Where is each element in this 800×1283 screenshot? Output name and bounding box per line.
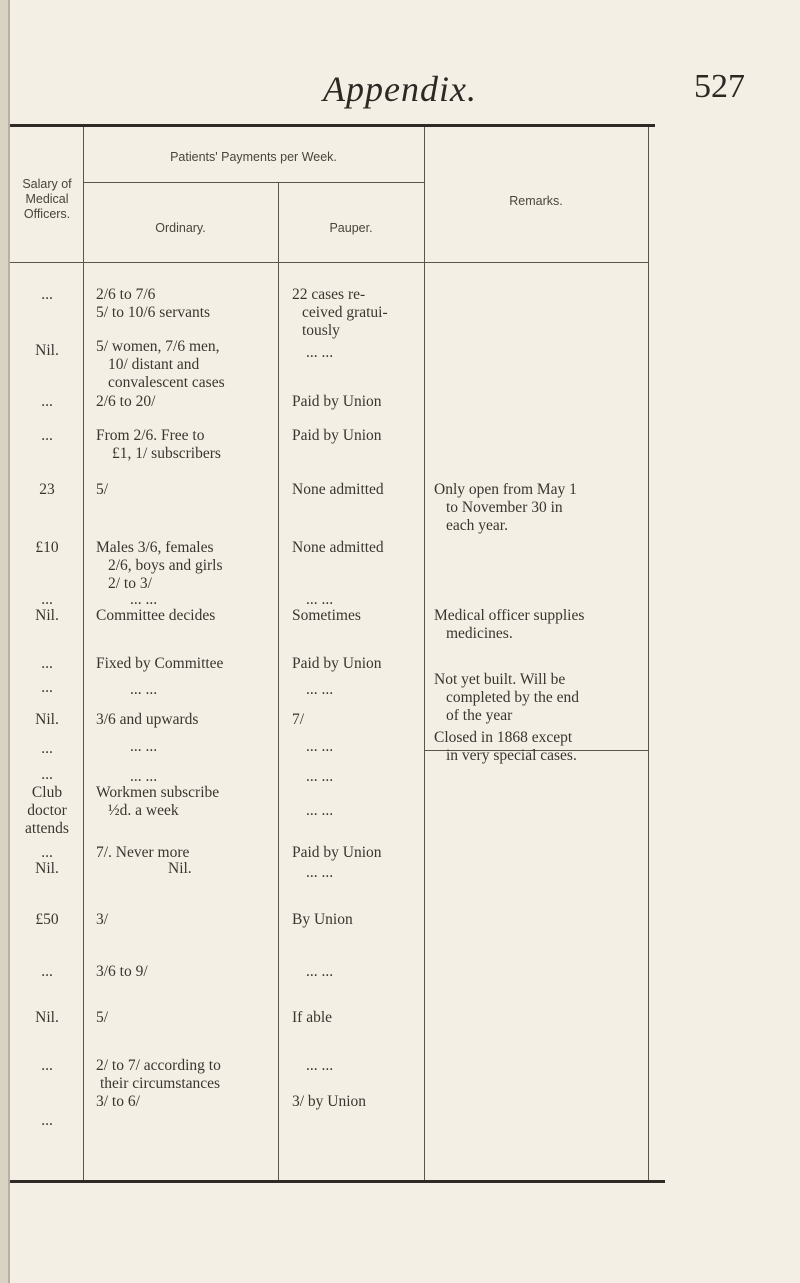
salary-cell: attends bbox=[25, 820, 69, 837]
pauper-cell: 3/ by Union bbox=[292, 1093, 367, 1110]
pauper-cell: ... ... bbox=[306, 864, 334, 881]
header-remarks: Remarks. bbox=[509, 194, 563, 208]
ordinary-cell: 2/6, boys and girls bbox=[108, 557, 223, 574]
pauper-cell: ... ... bbox=[306, 591, 334, 608]
pauper-cell: Paid by Union bbox=[292, 427, 382, 444]
ordinary-cell: ... ... bbox=[130, 768, 158, 785]
ordinary-cell: 2/6 to 20/ bbox=[96, 393, 156, 410]
pauper-cell: 22 cases re- bbox=[292, 286, 366, 303]
remarks-line: Closed in 1868 except bbox=[434, 729, 573, 746]
remarks-line: Only open from May 1 bbox=[434, 481, 577, 498]
column-divider-salary bbox=[83, 127, 84, 1180]
ordinary-cell: 2/ to 3/ bbox=[108, 575, 152, 592]
salary-cell: £10 bbox=[35, 539, 59, 556]
salary-cell: ... bbox=[41, 655, 53, 672]
pauper-cell: None admitted bbox=[292, 481, 384, 498]
ordinary-cell: 5/ to 10/6 servants bbox=[96, 304, 211, 321]
ordinary-cell: 3/ to 6/ bbox=[96, 1093, 140, 1110]
salary-cell: ... bbox=[41, 740, 53, 757]
ordinary-cell: their circumstances bbox=[100, 1075, 221, 1092]
salary-cell: ... bbox=[41, 393, 53, 410]
ordinary-cell: 7/. Never more bbox=[96, 844, 190, 861]
table-right-border bbox=[648, 127, 649, 1180]
pauper-cell: Paid by Union bbox=[292, 393, 382, 410]
header-pauper: Pauper. bbox=[329, 221, 373, 235]
salary-cell: Nil. bbox=[35, 607, 59, 624]
pauper-cell: By Union bbox=[292, 911, 353, 928]
salary-cell: Club bbox=[31, 784, 63, 801]
ordinary-cell: ... ... bbox=[130, 591, 158, 608]
ordinary-cell: 5/ bbox=[96, 481, 109, 498]
ordinary-cell: Fixed by Committee bbox=[96, 655, 224, 672]
salary-cell: £50 bbox=[35, 911, 59, 928]
pauper-cell: Paid by Union bbox=[292, 655, 382, 672]
ordinary-cell: 5/ women, 7/6 men, bbox=[96, 338, 220, 355]
ordinary-cell: From 2/6. Free to bbox=[96, 427, 205, 444]
page-title: Appendix. bbox=[323, 69, 477, 109]
salary-cell: ... bbox=[41, 844, 53, 861]
salary-cell: doctor bbox=[27, 802, 67, 819]
salary-cell: ... bbox=[41, 427, 53, 444]
column-divider-ordinary bbox=[278, 182, 279, 1180]
pauper-cell: Sometimes bbox=[292, 607, 361, 624]
page-binding-edge bbox=[0, 0, 8, 1283]
ordinary-cell: ... ... bbox=[130, 738, 158, 755]
ordinary-cell: 3/6 to 9/ bbox=[96, 963, 148, 980]
pauper-cell: 7/ bbox=[292, 711, 305, 728]
remarks-line: to November 30 in bbox=[446, 499, 563, 516]
column-divider-pauper bbox=[424, 127, 425, 1180]
salary-cell: ... bbox=[41, 591, 53, 608]
page-number: 527 bbox=[694, 68, 745, 105]
ordinary-cell: 10/ distant and bbox=[108, 356, 200, 373]
ordinary-cell: £1, 1/ subscribers bbox=[112, 445, 221, 462]
salary-cell: Nil. bbox=[35, 342, 59, 359]
ordinary-cell: Males 3/6, females bbox=[96, 539, 214, 556]
ordinary-cell: 2/6 to 7/6 bbox=[96, 286, 156, 303]
ordinary-cell: 2/ to 7/ according to bbox=[96, 1057, 221, 1074]
remarks-line: each year. bbox=[446, 517, 508, 534]
pauper-cell: Paid by Union bbox=[292, 844, 382, 861]
pauper-cell: ... ... bbox=[306, 344, 334, 361]
header-salary-of-medical-officers: Salary of Medical Officers. bbox=[22, 177, 72, 221]
salary-cell: ... bbox=[41, 286, 53, 303]
remarks-line: of the year bbox=[446, 707, 513, 724]
pauper-cell: tously bbox=[302, 322, 340, 339]
pauper-cell: None admitted bbox=[292, 539, 384, 556]
pauper-cell: ... ... bbox=[306, 681, 334, 698]
remarks-line: Not yet built. Will be bbox=[434, 671, 566, 688]
salary-cell: ... bbox=[41, 679, 53, 696]
ordinary-cell: 5/ bbox=[96, 1009, 109, 1026]
salary-cell: ... bbox=[41, 1112, 53, 1129]
pauper-cell: ... ... bbox=[306, 802, 334, 819]
pauper-cell: ceived gratui- bbox=[302, 304, 388, 321]
pauper-cell: ... ... bbox=[306, 738, 334, 755]
ordinary-cell: Nil. bbox=[168, 860, 192, 877]
remarks-line: completed by the end bbox=[446, 689, 579, 706]
ordinary-cell: Workmen subscribe bbox=[96, 784, 220, 801]
salary-cell: ... bbox=[41, 963, 53, 980]
pauper-cell: ... ... bbox=[306, 963, 334, 980]
salary-cell: ... bbox=[41, 1057, 53, 1074]
page-binding-shadow bbox=[8, 0, 10, 1283]
header-bottom-rule bbox=[10, 262, 648, 263]
salary-cell: Nil. bbox=[35, 711, 59, 728]
ordinary-cell: 3/6 and upwards bbox=[96, 711, 199, 728]
pauper-cell: ... ... bbox=[306, 768, 334, 785]
salary-cell: ... bbox=[41, 766, 53, 783]
remarks-line: medicines. bbox=[446, 625, 513, 642]
ordinary-cell: ½d. a week bbox=[108, 802, 179, 819]
payments-subheader-rule bbox=[83, 182, 424, 183]
pauper-cell: ... ... bbox=[306, 1057, 334, 1074]
remarks-line: Medical officer supplies bbox=[434, 607, 585, 624]
ordinary-cell: ... ... bbox=[130, 681, 158, 698]
header-patients-payments: Patients' Payments per Week. bbox=[170, 150, 337, 164]
ordinary-cell: 3/ bbox=[96, 911, 109, 928]
table-bottom-rule bbox=[10, 1180, 665, 1183]
salary-cell: Nil. bbox=[35, 860, 59, 877]
ordinary-cell: convalescent cases bbox=[108, 374, 225, 391]
table-top-rule bbox=[10, 124, 655, 127]
salary-cell: Nil. bbox=[35, 1009, 59, 1026]
pauper-cell: If able bbox=[292, 1009, 333, 1026]
salary-cell: 23 bbox=[39, 481, 55, 498]
header-ordinary: Ordinary. bbox=[155, 221, 206, 235]
ordinary-cell: Committee decides bbox=[96, 607, 216, 624]
remarks-line: in very special cases. bbox=[446, 747, 577, 764]
